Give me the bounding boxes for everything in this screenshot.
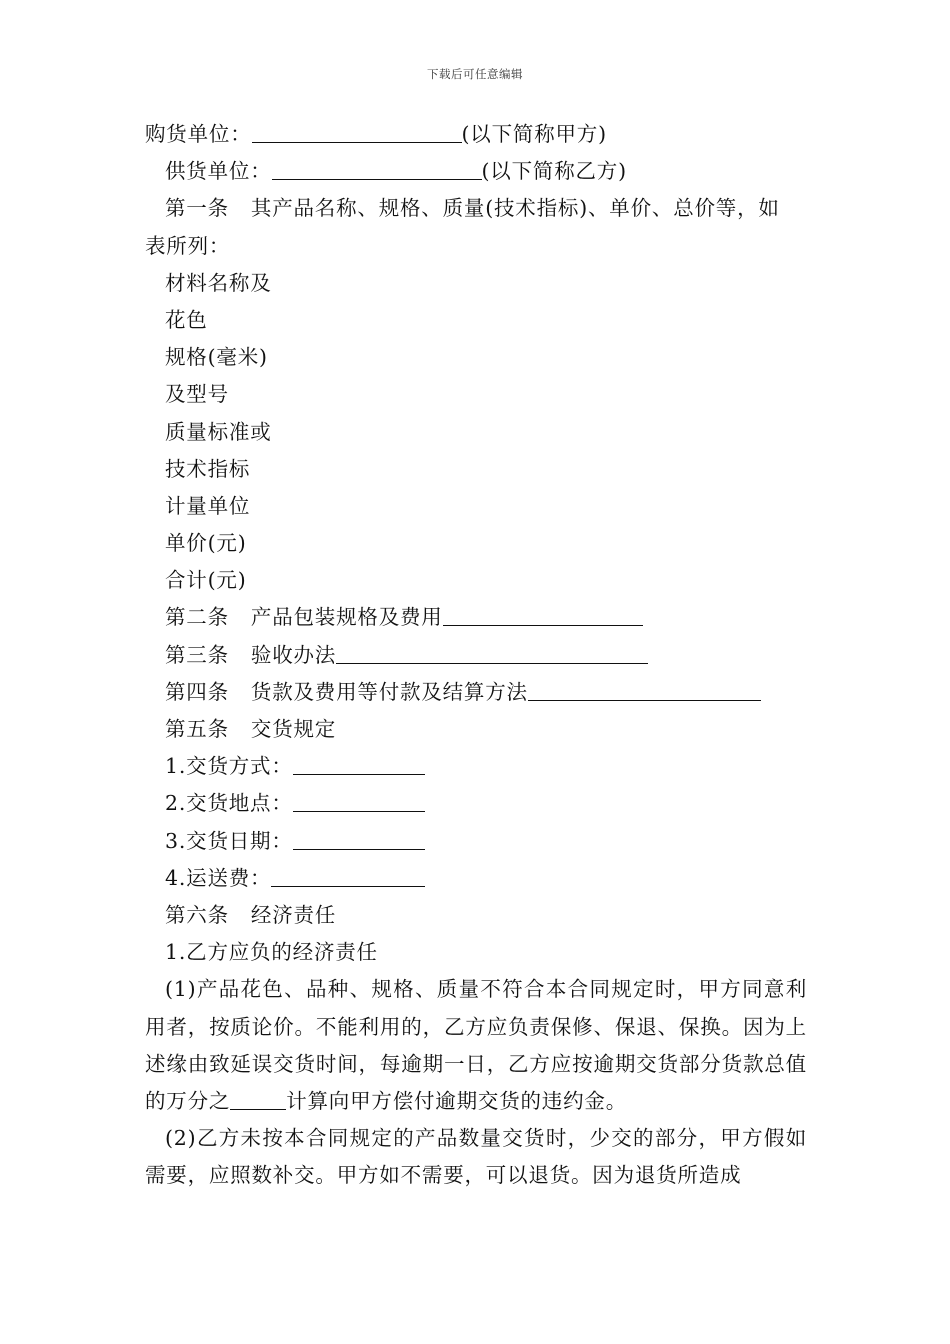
article1-text-cont: 表所列： [145,233,231,258]
seller-label: 供货单位： [165,159,272,184]
article6-line [145,897,807,934]
article2-text: 产品包装规格及费用 [250,605,443,630]
buyer-blank[interactable] [252,122,462,143]
table-field: 材料名称及 [165,270,272,295]
article4-line [145,674,807,711]
header-note: 下载后可任意编辑 [427,67,523,81]
article4-number: 第四条 [165,679,229,704]
article5-text: 交货规定 [250,717,337,741]
contract-body [145,116,807,1195]
clause-2: (2)乙方未按本合同规定的产品数量交货时，少交的部分，甲方假如需要，应照数补交。甲方如不需要，可以退货。因为退货所造成 [145,1126,807,1188]
clause-1 [145,971,807,1120]
table-field: 及型号 [165,382,229,407]
packaging-blank[interactable] [443,605,643,626]
table-field: 技术指标 [165,456,251,481]
shipping-fee-blank[interactable] [271,866,425,887]
article4-text: 货款及费用等付款及结算方法 [250,679,528,704]
delivery-method-label: 1.交货方式： [165,754,293,779]
buyer-line [145,116,807,153]
article3-number: 第三条 [165,642,229,667]
delivery-date-blank[interactable] [293,829,425,850]
delivery-method-blank[interactable] [293,754,425,775]
table-field: 质量标准或 [165,419,272,444]
delivery-item [145,785,807,822]
table-field: 花色 [165,307,208,332]
article1-line2 [145,228,807,265]
delivery-place-blank[interactable] [293,791,425,812]
article5-number: 第五条 [165,717,229,741]
acceptance-blank[interactable] [336,643,648,664]
table-field: 单价(元) [165,531,247,556]
clause-1-text-cont: 计算向甲方偿付逾期交货的违约金。 [286,1088,628,1113]
article6-sub1: 1.乙方应负的经济责任 [165,940,378,965]
article5-line [145,711,807,748]
article1-text: 其产品名称、规格、质量(技术指标)、单价、总价等，如 [250,196,780,221]
seller-blank[interactable] [272,159,482,180]
article1-line [145,190,807,227]
delivery-place-label: 2.交货地点： [165,791,293,816]
seller-line [145,153,807,190]
article2-number: 第二条 [165,605,229,630]
clause-1-text: (1)产品花色、品种、规格、质量不符合本合同规定时，甲方同意利用者，按质论价。不能利用的，乙方应负责保修、保退、保换。因为上述缘由致延误交货时间，每逾期一日，乙方应按逾期交货部分货款总值的万分之 [145,977,807,1113]
article3-text: 验收办法 [250,642,337,667]
buyer-suffix: (以下简称甲方) [461,122,607,146]
delivery-item [145,823,807,860]
penalty-rate-blank[interactable] [230,1089,286,1110]
article1-number: 第一条 [165,196,229,221]
buyer-label: 购货单位： [145,122,252,146]
shipping-fee-label: 4.运送费： [165,865,272,890]
table-field: 合计(元) [165,568,247,593]
payment-blank[interactable] [528,680,761,701]
article2-line [145,599,807,636]
table-field: 计量单位 [165,493,251,518]
article6-number: 第六条 [165,902,229,927]
delivery-date-label: 3.交货日期： [165,828,293,853]
article6-text: 经济责任 [250,902,337,927]
article3-line [145,637,807,674]
delivery-item [145,748,807,785]
table-field: 规格(毫米) [165,345,268,370]
seller-suffix: (以下简称乙方) [481,159,627,184]
delivery-item [145,860,807,897]
